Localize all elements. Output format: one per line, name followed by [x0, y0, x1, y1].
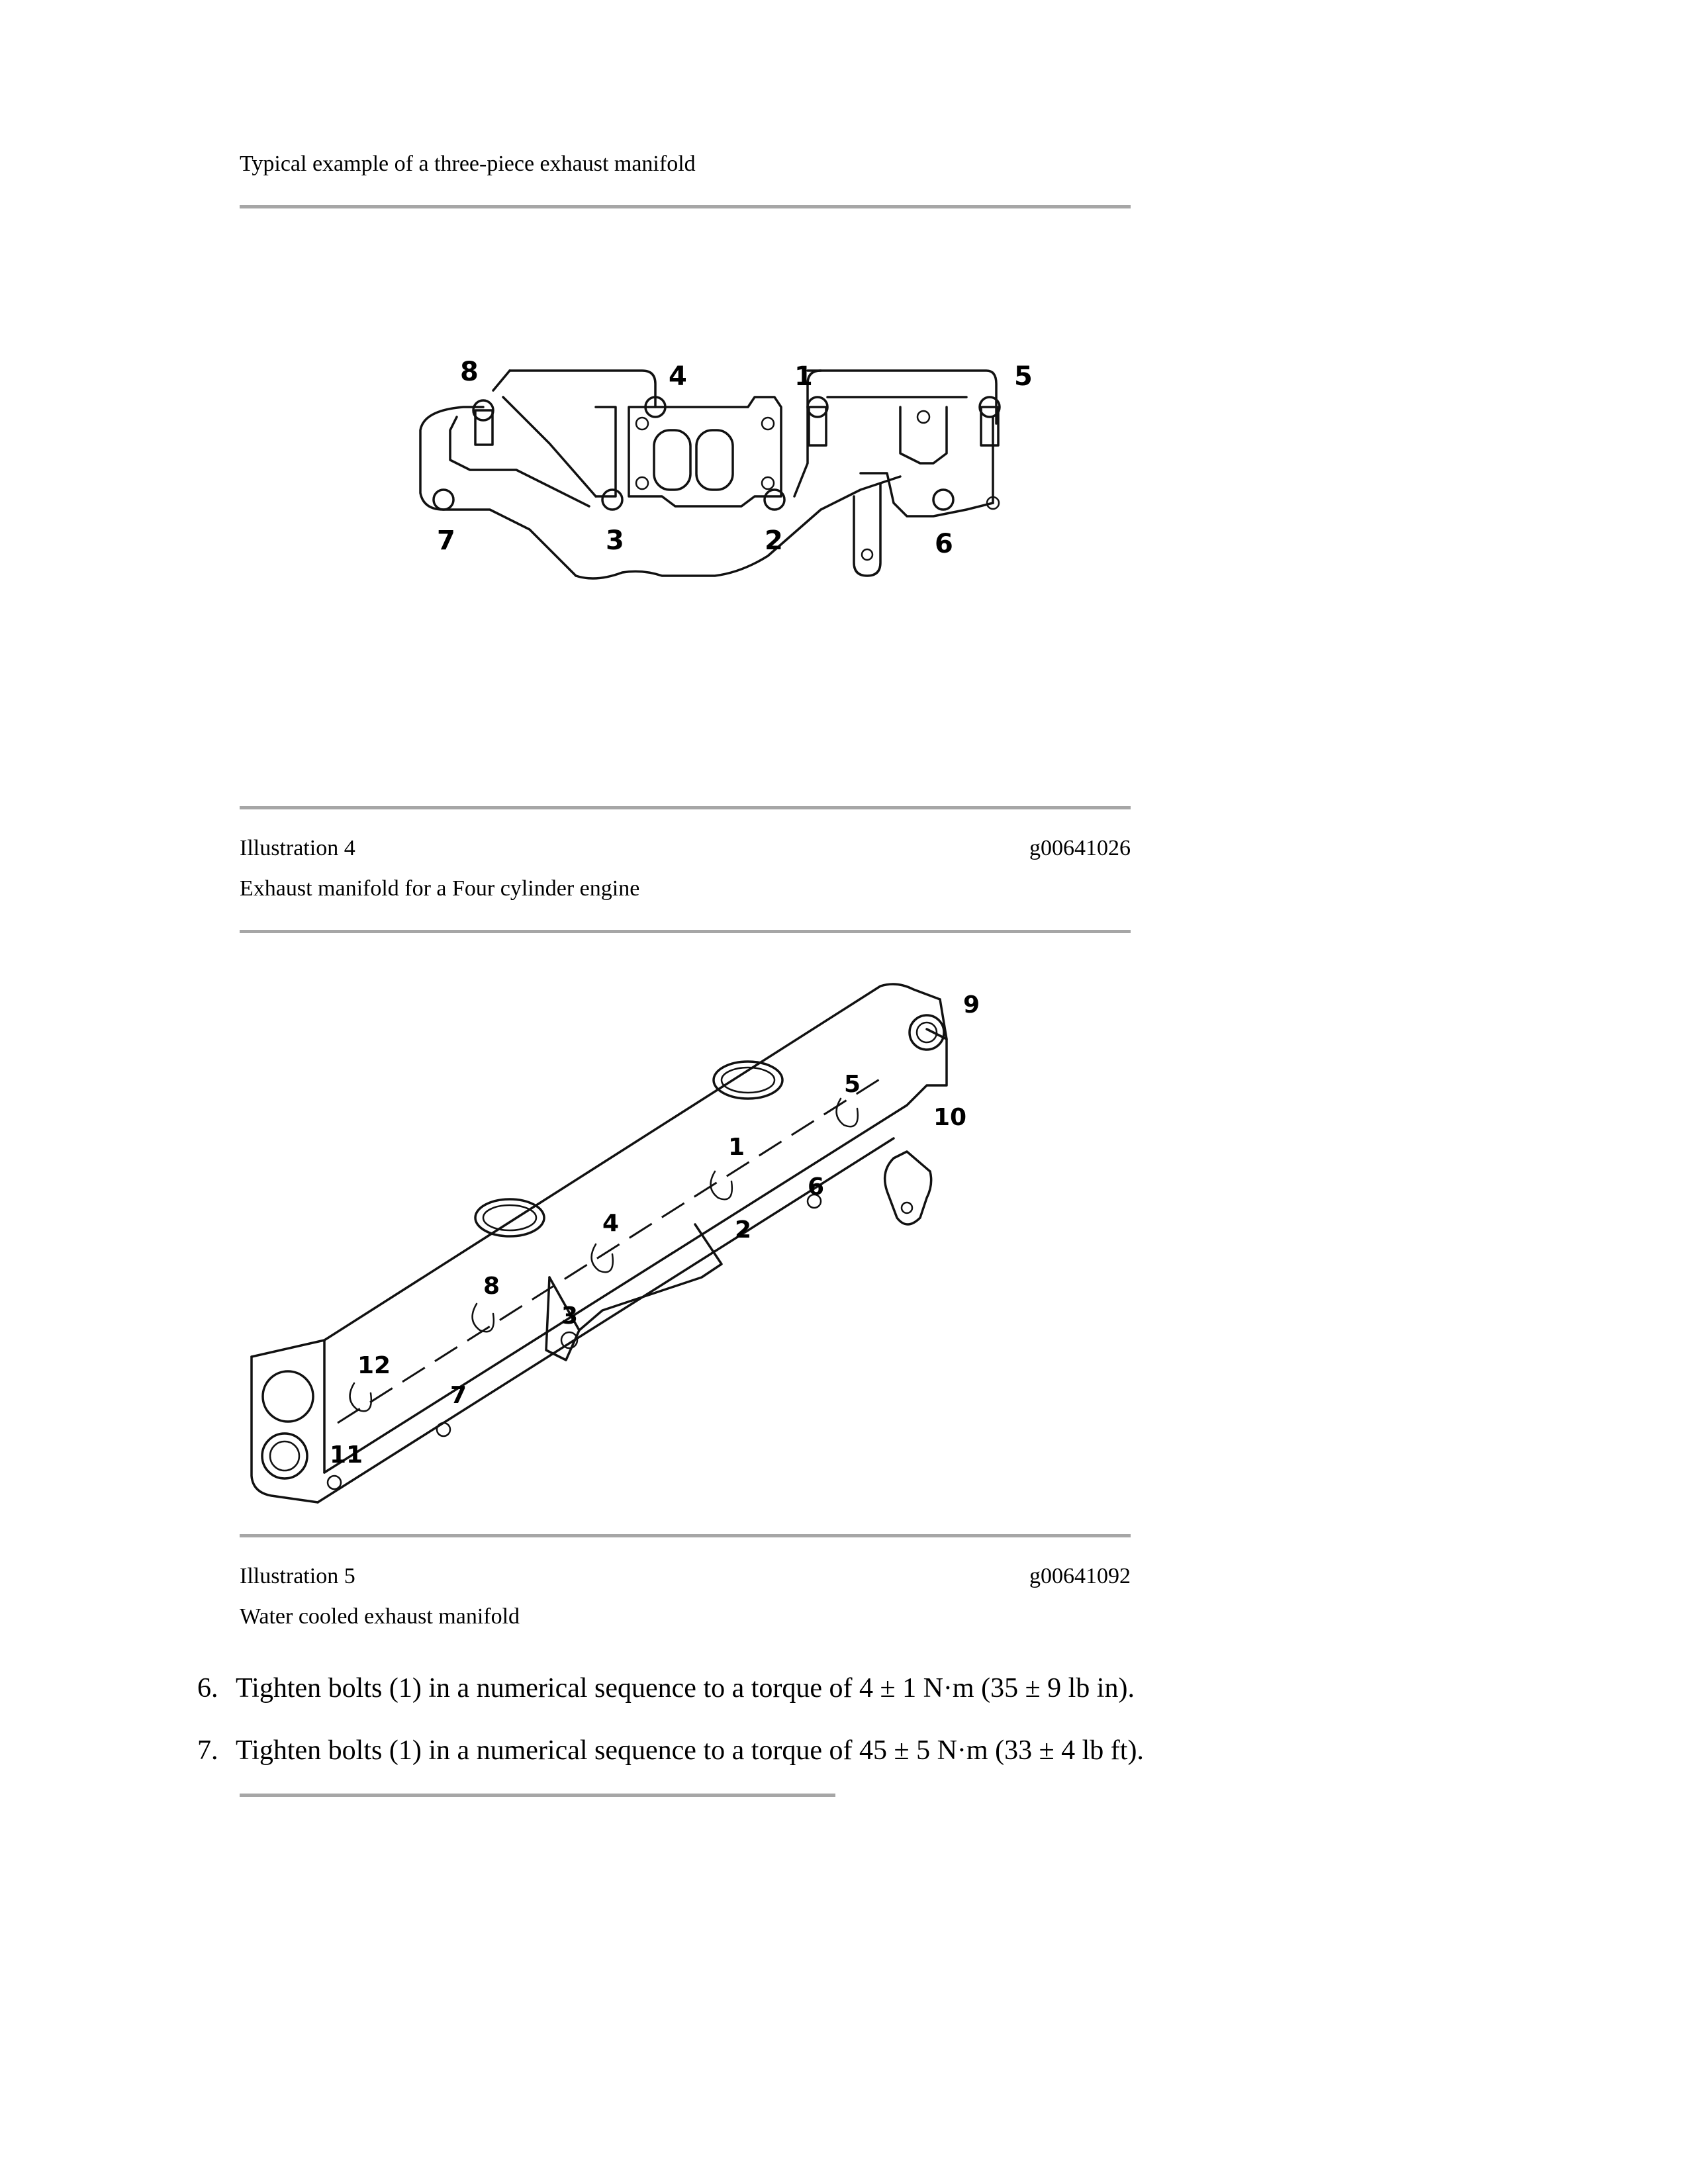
bolt-hooks — [328, 1099, 858, 1489]
bolt-label: 5 — [844, 1071, 861, 1098]
step-6-number: 6. — [197, 1673, 218, 1704]
bolt-label: 4 — [669, 361, 687, 392]
bolt-label: 6 — [935, 529, 953, 559]
illustration-5-code: g00641092 — [1029, 1564, 1131, 1588]
bolt-label: 7 — [437, 525, 455, 556]
top-caption: Typical example of a three-piece exhaust manifold — [240, 152, 696, 176]
divider — [240, 205, 1131, 208]
step-6-text: Tighten bolts (1) in a numerical sequence to a torque of 4 ± 1 N·m (35 ± 9 lb in). — [236, 1673, 1135, 1704]
illustration-5-figure — [245, 973, 1019, 1502]
illustration-4-label: Illustration 4 — [240, 836, 355, 860]
bolt-label: 3 — [561, 1302, 579, 1330]
bolt-label: 9 — [963, 991, 980, 1019]
illustration-5-label: Illustration 5 — [240, 1564, 355, 1588]
divider — [240, 1534, 1131, 1537]
bolt-label: 7 — [450, 1382, 467, 1409]
illustration-5-caption: Water cooled exhaust manifold — [240, 1604, 520, 1629]
bolt-label: 11 — [330, 1441, 363, 1469]
step-7-text: Tighten bolts (1) in a numerical sequence to a torque of 45 ± 5 N·m (33 ± 4 lb ft). — [236, 1735, 1144, 1766]
step-7-number: 7. — [197, 1735, 218, 1766]
bolt-label: 3 — [606, 525, 624, 556]
divider — [240, 930, 1131, 933]
bolt-label: 6 — [808, 1173, 825, 1201]
bolt-label: 10 — [933, 1104, 967, 1131]
bolt-label: 4 — [602, 1210, 620, 1237]
bolt-label: 2 — [765, 525, 783, 556]
bolt-label: 2 — [735, 1216, 752, 1244]
bolt-label: 1 — [728, 1134, 745, 1161]
divider — [240, 1794, 835, 1797]
illustration-4-code: g00641026 — [1029, 836, 1131, 860]
bolt-label: 8 — [460, 357, 479, 387]
illustration-4-caption: Exhaust manifold for a Four cylinder engine — [240, 876, 640, 901]
bolt-label: 1 — [794, 361, 813, 392]
bolt-label: 8 — [483, 1273, 500, 1300]
divider — [240, 806, 1131, 809]
bolt-label: 5 — [1014, 361, 1033, 392]
illustration-4-figure — [397, 344, 1059, 596]
bolt-label: 12 — [357, 1352, 391, 1379]
